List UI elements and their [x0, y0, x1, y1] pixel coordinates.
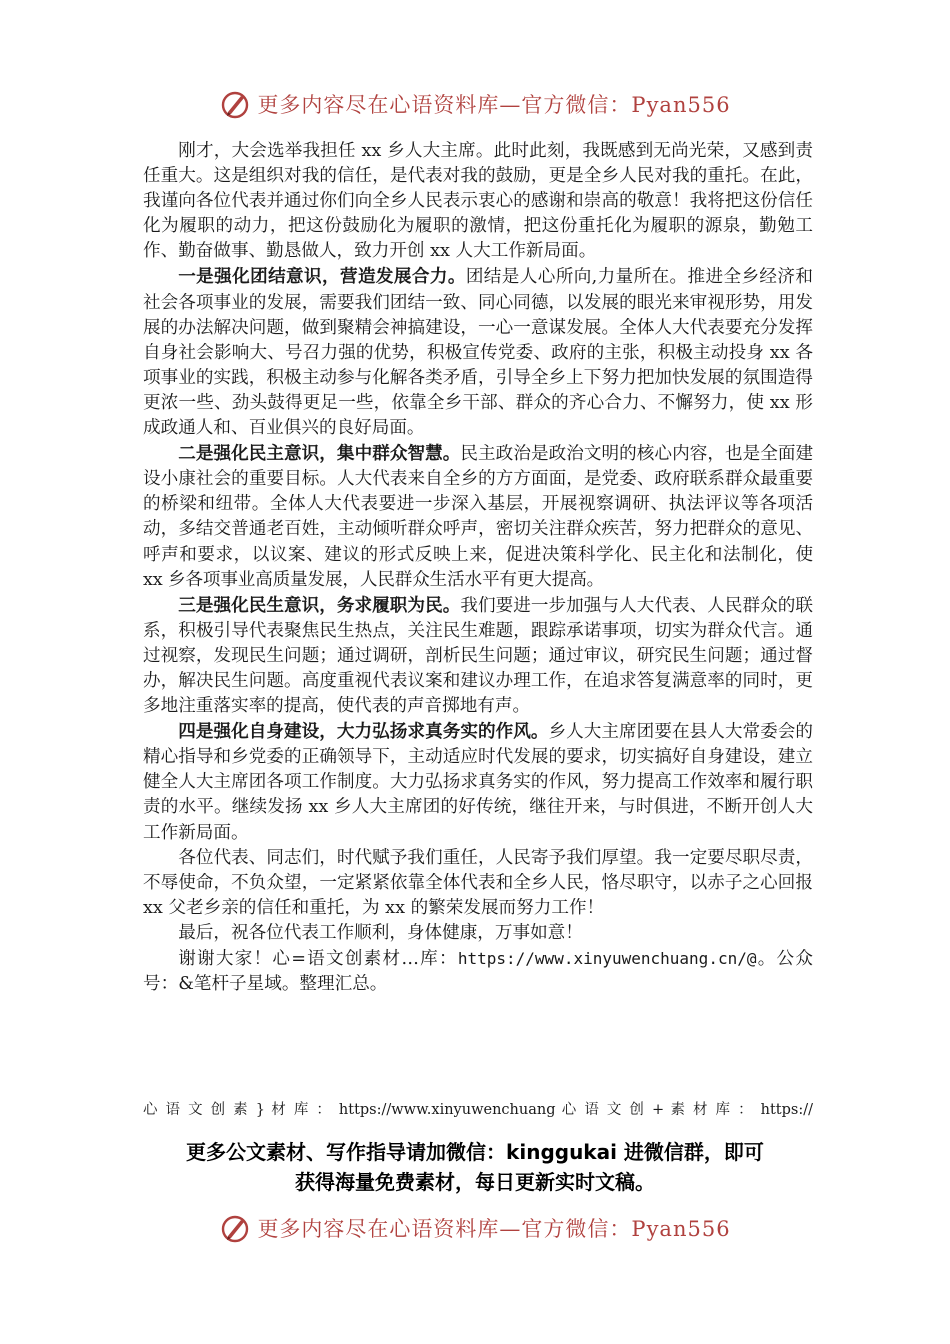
- point-3-heading: 三是强化民生意识，务求履职为民。: [178, 594, 461, 616]
- paragraph-point-1: [143, 264, 813, 441]
- footer-banner-text: 更多内容尽在心语资料库—官方微信：Pyan556: [257, 1217, 731, 1241]
- paragraph-point-4: [143, 719, 813, 845]
- paragraph-thanks: [143, 946, 813, 997]
- promo-block: [100, 1137, 850, 1197]
- paragraph-wishes: 最后，祝各位代表工作顺利，身体健康，万事如意！: [178, 922, 583, 943]
- source-line: 心 语 文 创 素 } 材 库 ： https://www.xinyuwenchuang 心 语 文 创 + 素 材 库 ： https://: [143, 1102, 813, 1118]
- point-1-body: 团结是人心所向,力量所在。推进全乡经济和社会各项事业的发展，需要我们团结一致、同心同德，以发展的眼光来审视形势，用发展的办法解决问题，做到聚精会神搞建设，一心一意谋发展。全体人大代表要充分发挥自身社会影响大、号召力强的优势，积极宣传党委、政府的主张，积极主动投身 xx 各项事业的实践，积极主动参与化解各类矛盾，引导全乡上下努力把加快发展的氛围造得更浓一些、劲头鼓得更足一些，依靠全乡干部、群众的齐心合力、不懈努力，使 xx 形成政通人和、百业俱兴的良好局面。: [143, 267, 813, 439]
- header-banner: [0, 84, 950, 124]
- pen-logo-icon: [219, 88, 251, 120]
- thanks-url: https://www.xinyuwenchuang.cn/@: [457, 949, 757, 968]
- pen-logo-icon: [219, 1212, 251, 1244]
- point-1-heading: 一是强化团结意识，营造发展合力。: [178, 266, 466, 288]
- thanks-text-a: 谢谢大家！心=语文创素材…库：: [178, 949, 458, 969]
- promo-line-2: 获得海量免费素材，每日更新实时文稿。: [295, 1170, 655, 1194]
- point-2-heading: 二是强化民主意识，集中群众智慧。: [178, 443, 461, 465]
- document-body: [143, 139, 813, 997]
- point-4-heading: 四是强化自身建设，大力弘扬求真务实的作风。: [178, 721, 549, 743]
- point-2-body: 民主政治是政治文明的核心内容，也是全面建设小康社会的重要目标。人大代表来自全乡的方方面面，是党委、政府联系群众最重要的桥梁和纽带。全体人大代表要进一步深入基层，开展视察调研、执法评议等各项活动，多结交普通老百姓，主动倾听群众呼声，密切关注群众疾苦，努力把群众的意见、呼声和要求，以议案、建议的形式反映上来，促进决策科学化、民主化和法制化，使 xx 乡各项事业高质量发展，人民群众生活水平有更大提高。: [143, 444, 813, 590]
- paragraph-point-2: [143, 441, 813, 593]
- thanks-text-b: 。公众号：&笔杆子星域。整理汇总。: [143, 949, 813, 995]
- header-banner-text: 更多内容尽在心语资料库—官方微信：Pyan556: [257, 93, 731, 117]
- point-3-body: 我们要进一步加强与人大代表、人民群众的联系，积极引导代表聚焦民生热点，关注民生难题，跟踪承诺事项，切实为群众代言。通过视察，发现民生问题；通过调研，剖析民生问题；通过审议，研究民生问题；通过督办，解决民生问题。高度重视代表议案和建议办理工作，在追求答复满意率的同时，更多地注重落实率的提高，使代表的声音掷地有声。: [143, 595, 813, 717]
- promo-line-1: 更多公文素材、写作指导请加微信：kinggukai 进微信群，即可: [186, 1140, 764, 1164]
- point-4-body: 乡人大主席团要在县人大常委会的精心指导和乡党委的正确领导下，主动适应时代发展的要求，切实搞好自身建设，建立健全人大主席团各项工作制度。大力弘扬求真务实的作风，努力提高工作效率和履行职责的水平。继续发扬 xx 乡人大主席团的好传统，继往开来，与时俱进，不断开创人大工作新局面。: [143, 722, 813, 843]
- paragraph-point-3: [143, 593, 813, 719]
- paragraph-closing: 各位代表、同志们，时代赋予我们重任，人民寄予我们厚望。我一定要尽职尽责，不辱使命，不负众望，一定紧紧依靠全体代表和全乡人民，恪尽职守，以赤子之心回报 xx 父老乡亲的信任和重托，为 xx 的繁荣发展而努力工作！: [143, 847, 813, 918]
- footer-banner: [0, 1208, 950, 1248]
- paragraph-intro: 刚才，大会选举我担任 xx 乡人大主席。此时此刻，我既感到无尚光荣，又感到责任重大。这是组织对我的信任，是代表对我的鼓励，更是全乡人民对我的重托。在此，我谨向各位代表并通过你们向全乡人民表示衷心的感谢和崇高的敬意！我将把这份信任化为履职的动力，把这份鼓励化为履职的激情，把这份重托化为履职的源泉，勤勉工作、勤奋做事、勤恳做人，致力开创 xx 人大工作新局面。: [143, 141, 813, 262]
